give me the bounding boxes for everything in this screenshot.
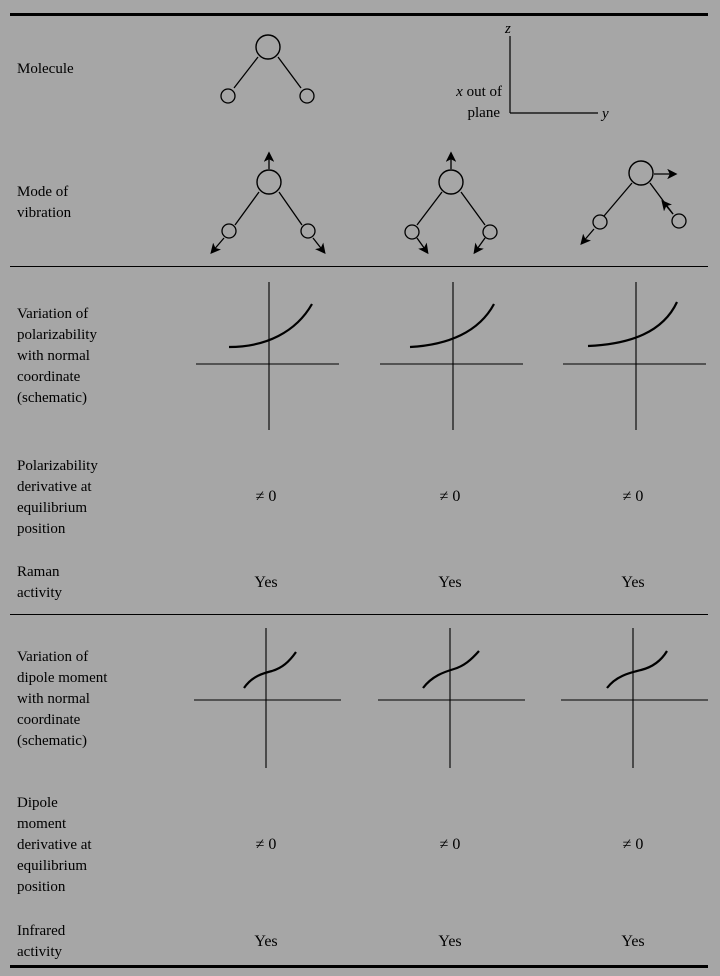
col1-polarizability-derivative: ≠ 0 [255, 488, 277, 505]
dipole-plot-2 [378, 628, 526, 768]
row-label-molecule: Molecule [17, 61, 74, 77]
col2-dipole-derivative: ≠ 0 [439, 836, 461, 853]
row-label-infrared: Infrared activity [17, 923, 66, 960]
divider-rule-1 [10, 266, 708, 267]
row-label-raman: Raman activity [17, 564, 62, 601]
x-axis-label-line2: plane [467, 105, 500, 121]
dipole-plot-3 [561, 628, 709, 768]
z-axis-label: z [505, 21, 511, 37]
coordinate-axes [440, 18, 620, 128]
col2-raman: Yes [438, 574, 462, 591]
mode-antisymmetric-stretch [570, 145, 710, 260]
polarizability-plot-2 [380, 282, 524, 430]
dipole-plot-1 [194, 628, 342, 768]
molecule-diagram [200, 25, 330, 115]
polarizability-plot-3 [563, 282, 707, 430]
col3-polarizability-derivative: ≠ 0 [622, 488, 644, 505]
polarizability-plot-1 [196, 282, 340, 430]
x-axis-label-line1: x out of [456, 84, 502, 100]
top-rule [10, 13, 708, 16]
col2-infrared: Yes [438, 933, 462, 950]
row-label-dipole-derivative: Dipole moment derivative at equilibrium position [17, 795, 92, 895]
col2-polarizability-derivative: ≠ 0 [439, 488, 461, 505]
row-label-mode: Mode of vibration [17, 184, 72, 221]
col1-dipole-derivative: ≠ 0 [255, 836, 277, 853]
divider-rule-2 [10, 614, 708, 615]
row-label-polarizability-derivative: Polarizability derivative at equilibrium position [17, 458, 98, 537]
mode-symmetric-stretch [200, 145, 340, 260]
col1-infrared: Yes [254, 933, 278, 950]
col3-dipole-derivative: ≠ 0 [622, 836, 644, 853]
mode-bending [385, 145, 525, 260]
col1-raman: Yes [254, 574, 278, 591]
y-axis-label: y [602, 106, 609, 122]
row-label-polarizability-variation: Variation of polarizability with normal coordinate (schematic) [17, 306, 97, 406]
row-label-dipole-variation: Variation of dipole moment with normal coordinate (schematic) [17, 649, 108, 749]
col3-raman: Yes [621, 574, 645, 591]
col3-infrared: Yes [621, 933, 645, 950]
bottom-rule [10, 965, 708, 968]
